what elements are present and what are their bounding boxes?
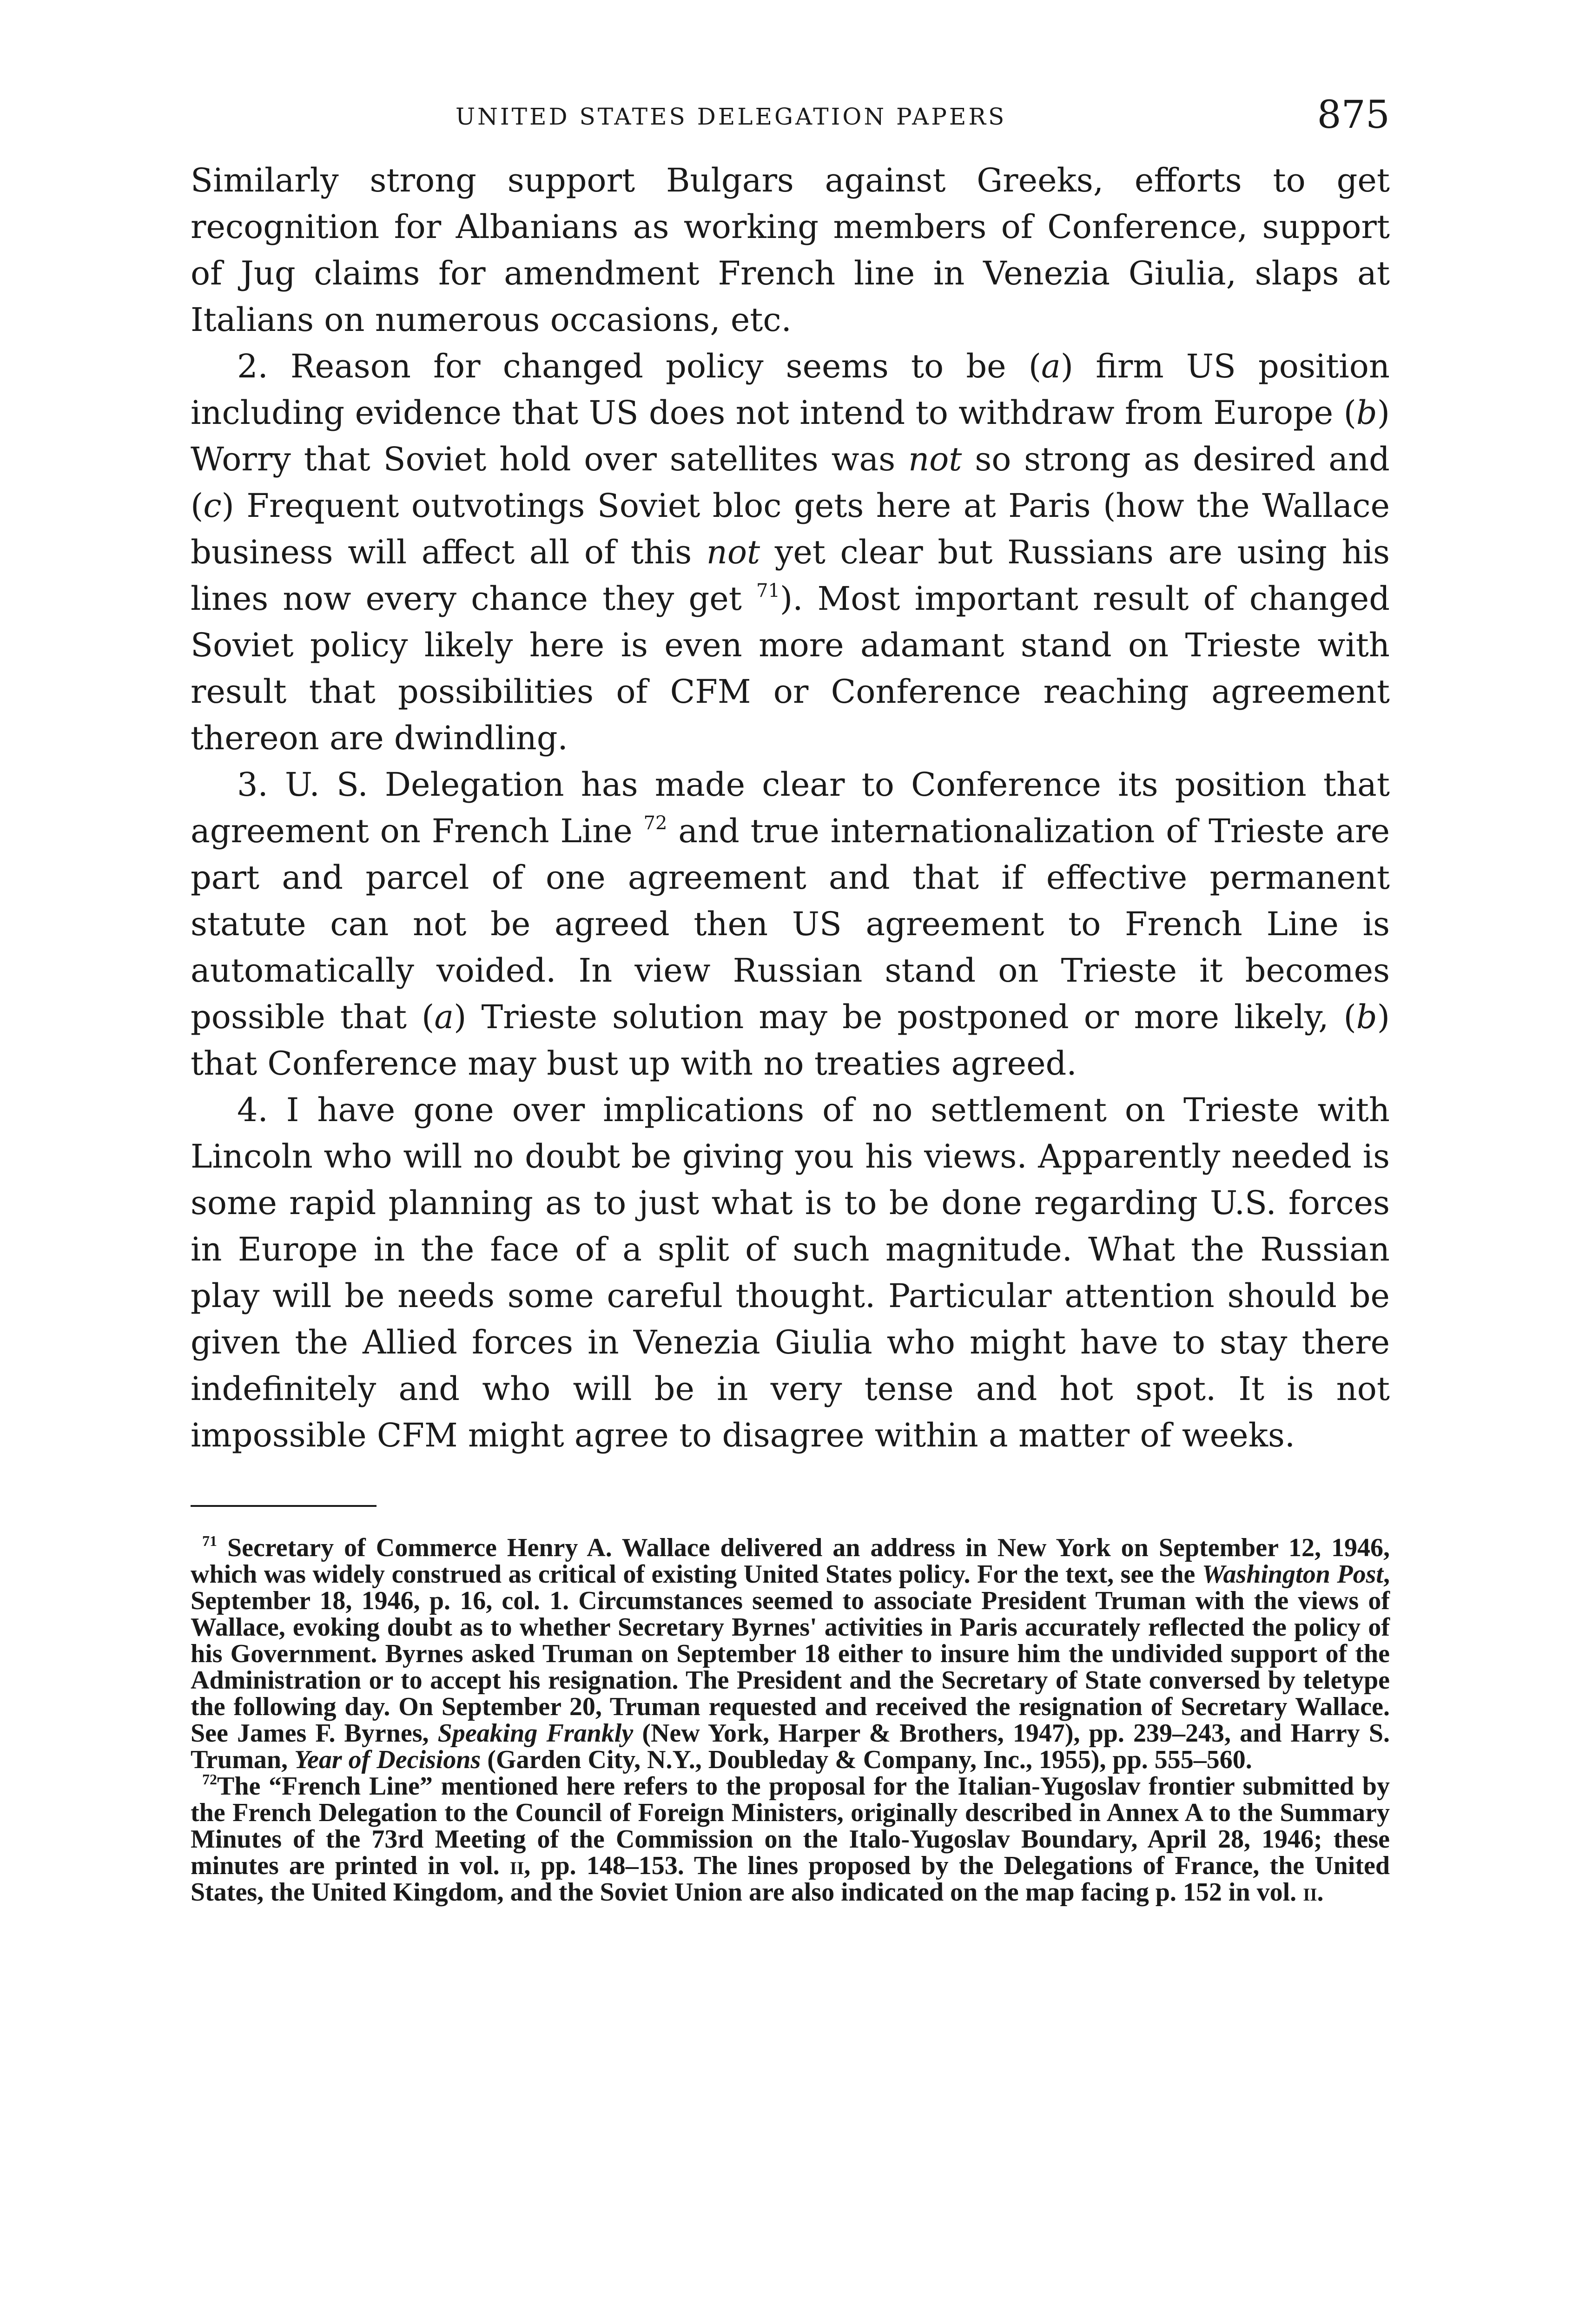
footnote-ref-71: 71 [756,580,780,601]
footnote-71 [191,1532,1390,1774]
text-run: The “French Line” mentioned here refers to the proposal for the Italian-Yugoslav frontier submitted by the French Delegation to the Council of Foreign Ministers, originally described in Annex A to the Summary Minutes of the 73rd Meeting of the Commission on the Italo-Yugoslav Boundary, April 28, 1946; these minutes are printed in vol. [191,1772,1390,1880]
emphasis-not: not [706,533,760,571]
body-text [191,157,1390,1459]
footnote-marker: 71 [202,1532,217,1549]
running-title: UNITED STATES DELEGATION PAPERS [456,103,1007,130]
text-run: so strong as desired and ( [191,440,1390,525]
footnote-ref-72: 72 [643,812,667,834]
paragraph-4: 4. I have gone over implications of no settlement on Trieste with Lincoln who will no doubt be giving you his views. Apparently needed is some rapid planning as to just what is to be done regarding U.S. forces in Europe in the face of a split of such magnitude. What the Russian play will be needs some careful thought. Particular attention should be given the Allied forces in Venezia Giulia who might have to stay there indefinitely and who will be in very tense and hot spot. It is not impossible CFM might agree to disagree within a matter of weeks. [191,1091,1390,1454]
text-run: yet clear but Russians are using his lines now every chance they get [191,533,1390,618]
page-number: 875 [1317,93,1390,137]
item-letter-b: b [1356,394,1377,432]
emphasis-not: not [908,440,962,478]
paragraph-1: Similarly strong support Bulgars against Greeks, efforts to get recognition for Albanians as working members of Conference, support of Jug claims for amendment French line in Venezia Giulia, slaps at Italians on numerous occasions, etc. [191,161,1390,339]
text-run: and true internationalization of Trieste are part and parcel of one agreement and that if effective permanent statute can not be agreed then US agreement to French Line is automatically voided. In view Russian stand on Trieste it becomes possible that ( [191,812,1390,1036]
text-run: ) that Conference may bust up with no treaties agreed. [191,998,1390,1083]
volume-numeral: ii [1303,1878,1317,1907]
volume-numeral: ii [509,1851,524,1880]
text-run: . [1317,1878,1324,1907]
paragraph-3 [191,761,1390,1087]
text-run: , September 18, 1946, p. 16, col. 1. Circumstances seemed to associate President Truman with the views of Wallace, evoking doubt as to whether Secretary Byrnes' activities in Paris accurately reflected the policy of his Government. Byrnes asked Truman on September 18 either to insure him the undivided support of the Administration or to accept his resignation. The President and the Secretary of State conversed by teletype the following day. On September 20, Truman requested and received the resignation of Secretary Wallace. See James F. Byrnes, [191,1560,1390,1748]
text-run: Secretary of Commerce Henry A. Wallace delivered an address in New York on September 12, 1946, which was widely construed as critical of existing United States policy. For the text, see the [191,1533,1390,1589]
text-run: 2. Reason for changed policy seems to be ( [237,347,1042,385]
text-run: ). Most important result of changed Soviet policy likely here is even more adamant stand on Trieste with result that possibilities of CFM or Conference reaching agreement thereon are dwindling. [191,580,1390,757]
paragraph-2 [191,343,1390,761]
footnote-72 [191,1773,1390,1906]
item-letter-b: b [1356,998,1377,1036]
text-run: ) Frequent outvotings Soviet bloc gets here at Paris (how the Wallace business will affect all of this [191,487,1390,571]
text-run: 3. U. S. Delegation has made clear to Conference its position that agreement on French Line [191,766,1390,850]
text-run: (Garden City, N.Y., Doubleday & Company, Inc., 1955), pp. 555–560. [481,1745,1252,1774]
footnotes [191,1532,1390,1907]
text-run: ) Trieste solution may be postponed or more likely, ( [454,998,1356,1036]
item-letter-a: a [434,998,454,1036]
text-run: ) firm US position including evidence that US does not intend to withdraw from Europe ( [191,347,1390,432]
document-page [191,93,1390,1906]
footnote-divider [191,1505,377,1507]
running-header [191,93,1390,149]
text-run: (New York, Harper & Brothers, 1947), pp. 239–243, and Harry S. Truman, [191,1719,1390,1774]
title-italic: Year of Decisions [294,1745,481,1774]
title-italic: Washington Post [1202,1560,1383,1589]
text-run: , pp. 148–153. The lines proposed by the Delegations of France, the United States, the United Kingdom, and the Soviet Union are also indicated on the map facing p. 152 in vol. [191,1851,1390,1907]
title-italic: Speaking Frankly [437,1719,634,1748]
footnote-marker: 72 [202,1771,217,1788]
item-letter-a: a [1041,347,1061,385]
item-letter-c: c [203,487,222,525]
text-run: ) Worry that Soviet hold over satellites was [191,394,1390,478]
